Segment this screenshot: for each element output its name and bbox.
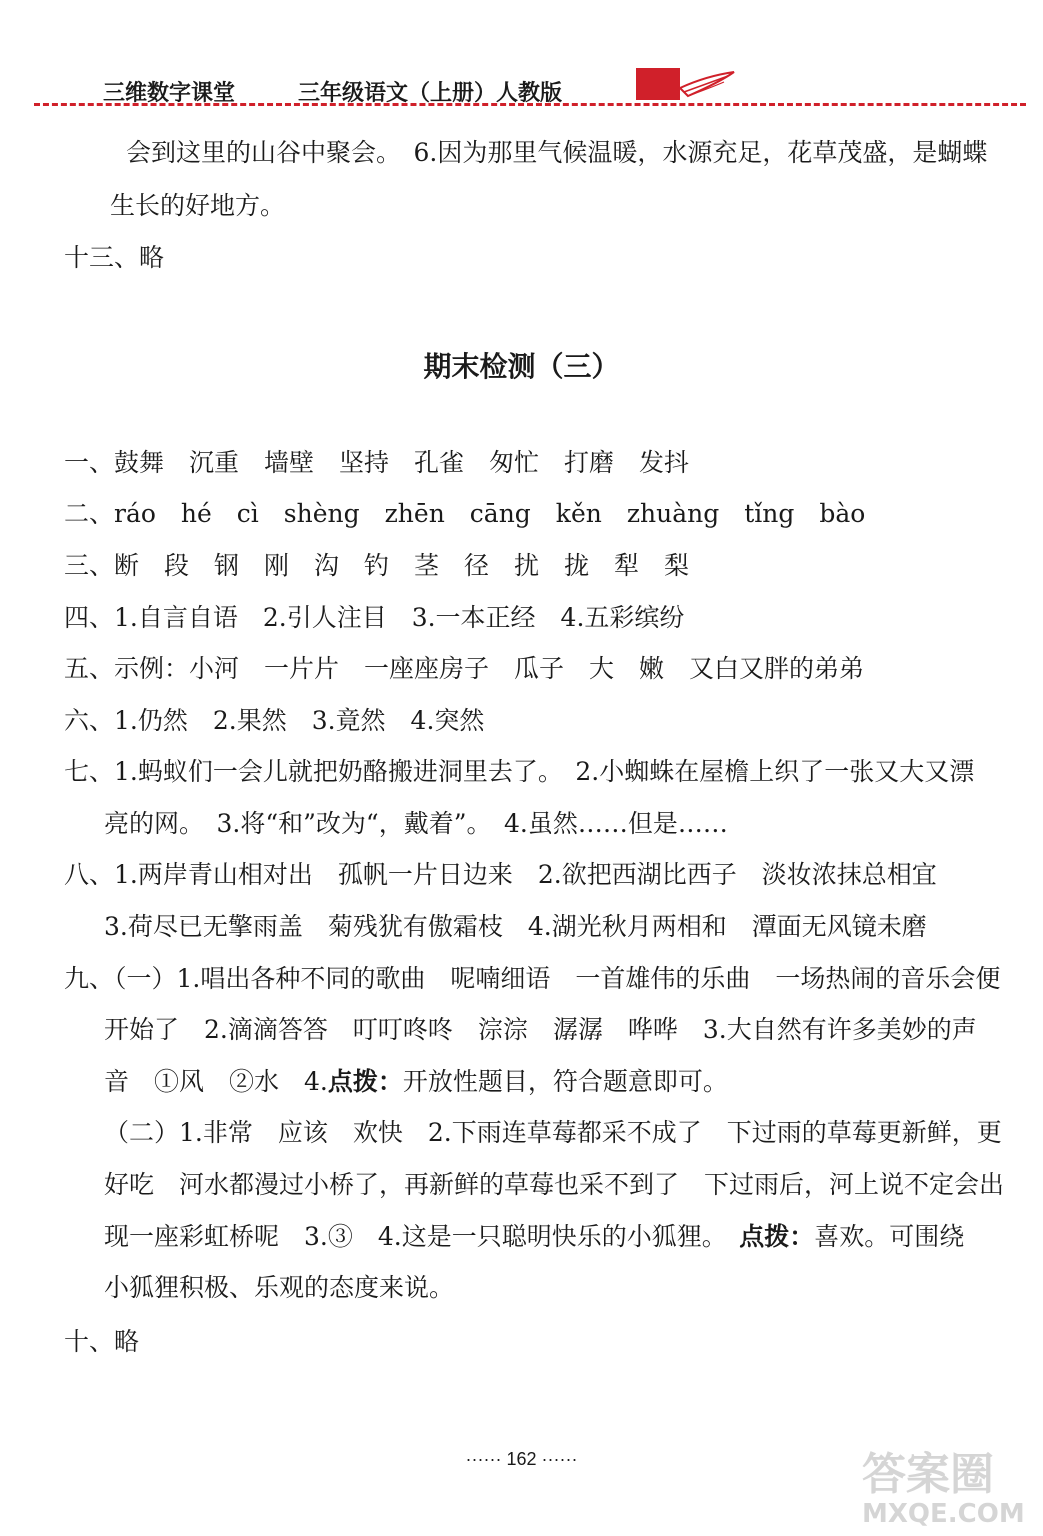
answer-text: 开放性题目，符合题意即可。 (402, 1067, 728, 1096)
text-line: 生长的好地方。 (110, 191, 286, 220)
answer-line: 三、断 段 钢 刚 沟 钓 茎 径 扰 拢 犁 梨 (64, 551, 690, 580)
page-number: ······ 162 ······ (465, 1449, 578, 1469)
watermark-url: MXQE.COM (862, 1499, 1025, 1529)
answer-line: 3.荷尽已无擎雨盖 菊残犹有傲霜枝 4.湖光秋月两相和 潭面无风镜未磨 (104, 912, 927, 941)
watermark-logo (862, 1450, 1037, 1530)
answer-line: 八、1.两岸青山相对出 孤帆一片日边来 2.欲把西湖比西子 淡妆浓抹总相宜 (64, 860, 937, 889)
tip-label: 点拨： (739, 1222, 815, 1251)
answer-line: 七、1.蚂蚁们一会儿就把奶酪搬进洞里去了。 2.小蜘蛛在屋檐上织了一张又大又漂 (64, 757, 975, 786)
tip-label: 点拨： (327, 1067, 403, 1096)
answer-line: 一、鼓舞 沉重 墙壁 坚持 孔雀 匆忙 打磨 发抖 (64, 448, 690, 477)
answer-line: 亮的网。 3.将“和”改为“，戴着”。 4.虽然……但是…… (104, 809, 728, 838)
rocket-logo-icon (636, 66, 746, 106)
answer-line: 六、1.仍然 2.果然 3.竟然 4.突然 (64, 706, 485, 735)
header-book-title: 三年级语文（上册）人教版 (298, 81, 563, 106)
header-series-title: 三维数字课堂 (103, 81, 236, 106)
answer-line: 好吃 河水都漫过小桥了，再新鲜的草莓也采不到了 下过雨后，河上说不定会出 (104, 1170, 1005, 1199)
watermark-text: 答案圈 (862, 1449, 994, 1500)
header-divider (34, 103, 1026, 106)
answer-line: （二）1.非常 应该 欢快 2.下雨连草莓都采不成了 下过雨的草莓更新鲜，更 (104, 1118, 1002, 1147)
answer-line: 小狐狸积极、乐观的态度来说。 (104, 1273, 455, 1302)
section-title: 期末检测（三） (423, 350, 620, 383)
text-line: 十三、略 (64, 243, 165, 272)
answer-line: 四、1.自言自语 2.引人注目 3.一本正经 4.五彩缤纷 (64, 603, 685, 632)
page-header (0, 0, 1043, 110)
answer-line: 开始了 2.滴滴答答 叮叮咚咚 淙淙 潺潺 哗哗 3.大自然有许多美妙的声 (104, 1015, 977, 1044)
answer-line (104, 1222, 964, 1252)
answer-line: 二、ráo hé cì shèng zhēn cāng kěn zhuàng tǐng bào (64, 499, 866, 528)
answer-line: 十、略 (64, 1327, 140, 1356)
answer-line: 五、示例：小河 一片片 一座座房子 瓜子 大 嫩 又白又胖的弟弟 (64, 654, 865, 683)
answer-text: 喜欢。可围绕 (814, 1222, 965, 1251)
text-line: 会到这里的山谷中聚会。 6.因为那里气候温暖，水源充足，花草茂盛，是蝴蝶 (126, 138, 988, 167)
answer-text: 现一座彩虹桥呢 3.③ 4.这是一只聪明快乐的小狐狸。 (104, 1222, 740, 1251)
answer-line (104, 1067, 728, 1097)
answer-line: 九、（一）1.唱出各种不同的歌曲 呢喃细语 一首雄伟的乐曲 一场热闹的音乐会便 (64, 964, 1001, 993)
answer-text: 音 ①风 ②水 4. (104, 1067, 328, 1096)
